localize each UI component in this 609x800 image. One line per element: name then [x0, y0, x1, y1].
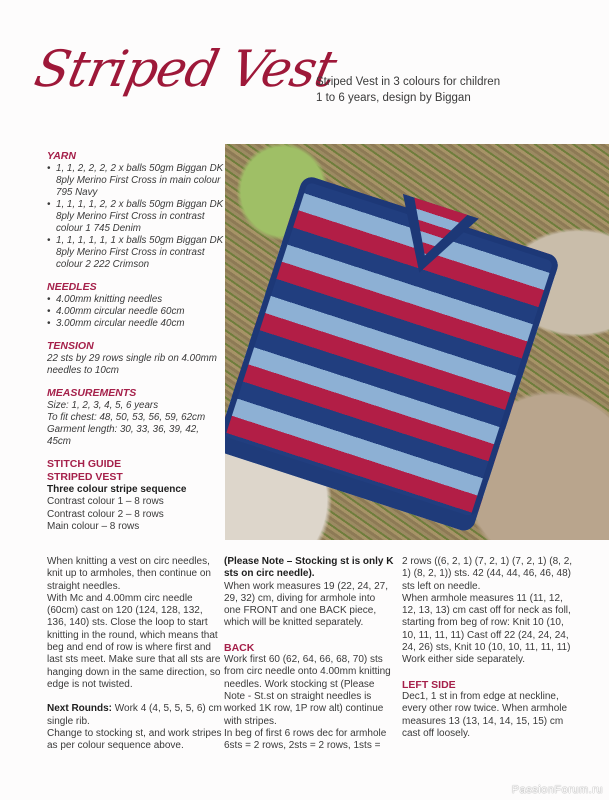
paragraph: Change to stocking st, and work stripes as per colour sequence above.	[47, 727, 222, 752]
subtitle-line-2: 1 to 6 years, design by Biggan	[316, 92, 471, 104]
instructions-column-3	[402, 556, 574, 740]
left-side-heading: LEFT SIDE	[402, 678, 456, 691]
paragraph: With Mc and 4.00mm circ needle (60cm) cast on 120 (124, 128, 132, 136, 140) sts. Close the loop to start knitting in the round, which means that beg and end of row is where first and last sts meet. Make sure that all sts are hanging down in the same direction, so edge is not twisted.	[47, 592, 221, 690]
sequence-item: Contrast colour 2 – 8 rows	[47, 508, 164, 520]
measurement-chest: To fit chest: 48, 50, 53, 56, 59, 62cm	[47, 412, 206, 423]
subtitle	[316, 74, 500, 106]
measurements-heading: MEASUREMENTS	[47, 387, 137, 399]
measurement-length: Garment length: 30, 33, 36, 39, 42, 45cm	[47, 424, 199, 447]
vest-stripes	[225, 174, 561, 533]
vest-illustration	[225, 144, 609, 540]
tension-heading: TENSION	[47, 340, 94, 352]
vest-photo	[225, 144, 609, 540]
needle-item: • 3.00mm circular needle 40cm	[47, 318, 225, 330]
stripe-sequence-title: Three colour stripe sequence	[47, 484, 187, 495]
yarn-list	[47, 163, 225, 271]
striped-vest-heading: STRIPED VEST	[47, 471, 123, 483]
next-rounds-paragraph	[47, 703, 223, 728]
next-rounds-text: Work 4 (4, 5, 5, 5, 6) cm single rib.	[47, 703, 222, 727]
paragraph: Dec1, 1 st in from edge at neckline, every other row twice. When armhole measures 13 (13, 14, 14, 15, 15) cm cast off loosely.	[402, 690, 568, 739]
yarn-item: • 1, 1, 1, 1, 2, 2 x balls 50gm Biggan DK 8ply Merino First Cross in contrast colour 1 745 Denim	[47, 199, 225, 235]
instructions-column-2	[224, 556, 394, 752]
paragraph: When armhole measures 11 (11, 12, 12, 13, 13) cm cast off for neck as foll, starting from beg of row: Knit 10 (10, 10, 11, 11, 11) Cast off 22 (24, 24, 24, 24, 26) sts, Knit 10 (10, 10, 11, 11, 11)	[402, 592, 571, 654]
sequence-item: Contrast colour 1 – 8 rows	[47, 496, 164, 507]
needle-item: • 4.00mm knitting needles	[47, 294, 225, 306]
tension-text: 22 sts by 29 rows single rib on 4.00mm needles to 10cm	[47, 353, 217, 376]
watermark: PassionForum.ru	[511, 784, 603, 796]
instructions-column-1	[47, 556, 223, 752]
next-rounds-label: Next Rounds:	[47, 703, 112, 715]
yarn-heading: YARN	[47, 150, 76, 162]
back-heading: BACK	[224, 641, 255, 654]
sequence-item: Main colour – 8 rows	[47, 521, 140, 532]
needles-list	[47, 294, 225, 330]
paragraph: 2 rows ((6, 2, 1) (7, 2, 1) (7, 2, 1) (8, 2, 1) (8, 2, 1)) sts. 42 (44, 44, 46, 46, 48) sts left on needle.	[402, 556, 573, 592]
paragraph: Work first 60 (62, 64, 66, 68, 70) sts from circ needle onto 4.00mm knitting needles. Work stocking st (Please Note - St.st on straight needles is worked 1K row, 1P row alt) continue with stripes.	[224, 654, 391, 727]
paragraph: Work either side separately.	[402, 654, 526, 666]
materials-column	[47, 150, 225, 534]
yarn-item: • 1, 1, 1, 1, 1, 1 x balls 50gm Biggan DK 8ply Merino First Cross in contrast colour 2 222 Crimson	[47, 235, 225, 271]
needles-heading: NEEDLES	[47, 281, 97, 293]
page-title: Striped Vest	[29, 40, 341, 98]
needle-item: • 4.00mm circular needle 60cm	[47, 306, 225, 318]
stitch-guide-heading: STITCH GUIDE	[47, 458, 122, 470]
stocking-note: (Please Note – Stocking st is only K sts on circ needle).	[224, 556, 394, 580]
paragraph: When knitting a vest on circ needles, knit up to armholes, then continue on straight needles.	[47, 556, 211, 592]
subtitle-line-1: Striped Vest in 3 colours for children	[316, 76, 501, 88]
paragraph: In beg of first 6 rows dec for armhole 6sts = 2 rows, 2sts = 2 rows, 1sts =	[224, 727, 387, 752]
yarn-item: • 1, 1, 2, 2, 2, 2 x balls 50gm Biggan DK 8ply Merino First Cross in main colour 795 Navy	[47, 163, 225, 199]
measurement-size: Size: 1, 2, 3, 4, 5, 6 years	[47, 400, 159, 411]
paragraph: When work measures 19 (22, 24, 27, 29, 32) cm, diving for armhole into one FRONT and one BACK piece, which will be knitted separately.	[224, 580, 388, 629]
